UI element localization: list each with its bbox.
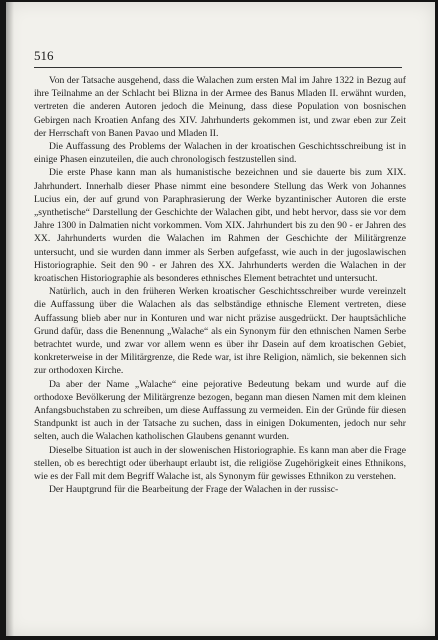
- paragraph-7: Der Hauptgrund für die Bearbeitung der Frage der Walachen in der russisc-: [49, 484, 339, 496]
- paragraph-3: Die erste Phase kann man als humanistische bezeichnen und sie dauerte bis zum XIX. Jahrhundert. Innerhalb dieser Phase nimmt eine besondere Stellung das Werk von Johannes Lucius ein, der auf grund von Paraphrasierung der Werke byzantinischer Autoren die erste „synthetische“ Darstellung der Geschichte der Walachen gibt, und hebt hervor, dass sie vor dem Jahre 1300 in Dalmatien nicht vorkommen. Vom XIX. Jahrhundert bis zu den 90 - er Jahren des XX. Jahrhunderts wurden die Walachen im Rahmen der Geschichte der Militärgrenze untersucht, und sie wurden dann immer als Serben aufgefasst, wie auch in der jugoslawischen Historiographie. Seit den 90 - er Jahren des XX. Jahrhunderts werden die Walachen in der kroatischen Historiographie als besonderes ethnisches Element betrachtet und untersucht.: [34, 167, 406, 285]
- paragraph-1: Von der Tatsache ausgehend, dass die Walachen zum ersten Mal im Jahre 1322 in Bezug auf ihre Teilnahme an der Schlacht bei Blizna in der Armee des Banus Mladen II. erwähnt wurden, vertreten die anderen Autoren jedoch die Meinung, dass diese Population von bosnischen Gebirgen nach Kroatien Anfang des XIV. Jahrhunderts gekommen ist, und zwar eben zur Zeit der Herrschaft von Banen Pavao und Mladen II.: [34, 75, 406, 139]
- paragraph-5: Da aber der Name „Walache“ eine pejorative Bedeutung bekam und wurde auf die orthodoxe Bevölkerung der Militärgrenze bezogen, begann man diesen Namen mit dem kleinen Anfangsbuchstaben zu schreiben, um diese Auffassung zu vermeiden. Ein der Gründe für diesen Standpunkt ist auch in der Tatsache zu suchen, dass in einigen Dokumenten, jedoch nur sehr selten, auch die Walachen katholischen Glaubens genannt wurden.: [34, 378, 406, 443]
- book-page: [6, 2, 435, 636]
- paragraph-4: Natürlich, auch in den früheren Werken kroatischer Geschichtsschreiber wurde vereinzelt die Auffassung über die Walachen als das selbständige ethnische Element vertreten, diese Auffassung blieb aber nur in Konturen und war nicht präzise ausgedrückt. Der hauptsächliche Grund dafür, dass die Benennung „Walache“ als ein Synonym für den ethnischen Namen Serbe betrachtet wurde, und zwar vor allem wenn es über ihr Dasein auf dem kroatischen Gebiet, konkreterweise in der Militärgrenze, die Rede war, ist ihre Religion, nämlich, sie bekennen sich zur orthodoxen Kirche.: [34, 286, 406, 377]
- paragraph-2: Die Auffassung des Problems der Walachen in der kroatischen Geschichtsschreibung ist in einige Phasen einzuteilen, die auch chronologisch festzustellen sind.: [34, 141, 406, 166]
- binding-shadow: [6, 2, 14, 636]
- page-number: 516: [34, 48, 54, 63]
- body-text: [34, 74, 406, 497]
- header-rule: [34, 67, 402, 68]
- paragraph-6: Dieselbe Situation ist auch in der slowenischen Historiographie. Es kann man aber die Frage stellen, ob es berechtigt oder überhaupt erlaubt ist, die religiöse Zugehörigkeit eines Ethnikons, wie es der Fall mit dem Begriff Walache ist, als Synonym für gewisses Ethnikon zu verstehen.: [34, 444, 406, 483]
